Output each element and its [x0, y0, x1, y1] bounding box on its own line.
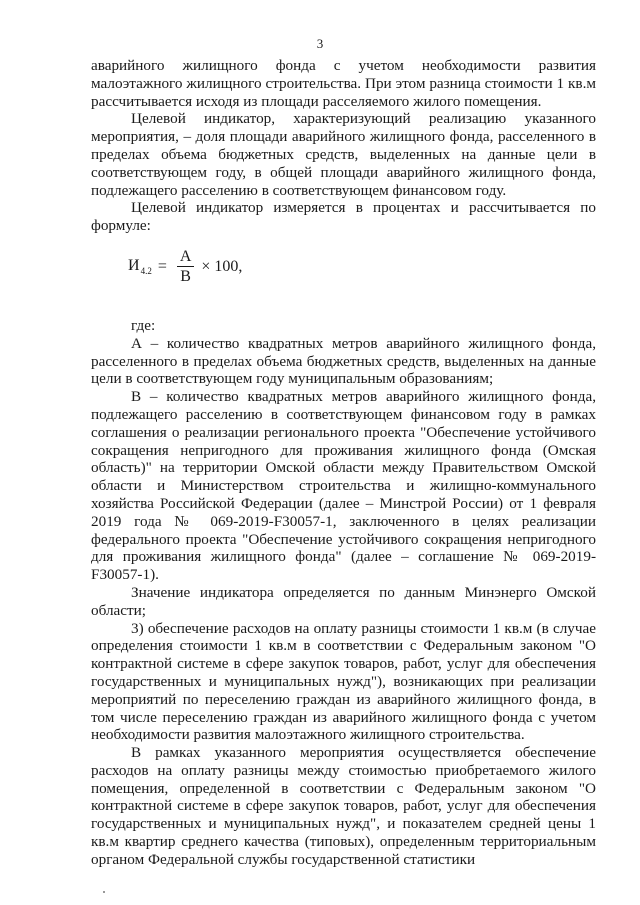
formula-lhs — [128, 257, 152, 277]
formula-subscript: 4.2 — [140, 266, 152, 277]
paragraph-continuation: аварийного жилищного фонда с учетом необходимости развития малоэтажного жилищного строительства. При этом разница стоимости 1 кв.м рассчитывается исходя из площади расселяемого жилого помещения. — [91, 57, 596, 110]
paragraph-definition-a: А – количество квадратных метров аварийного жилищного фонда, расселенного в пределах объема бюджетных средств, выделенных на данные цели в соответствующем году муниципальным образованиям; — [91, 334, 596, 388]
document-body — [91, 57, 596, 869]
paragraph-item-3: 3) обеспечение расходов на оплату разницы стоимости 1 кв.м (в случае определения стоимости 1 кв.м в соответствии с Федеральным законом "О контрактной системе в сфере закупок товаров, работ, услуг для обеспечения государственных и муниципальных нужд"), возникающих при реализации мероприятий по переселению граждан из аварийного жилищного фонда, в том числе переселению граждан из аварийного жилищного фонда с учетом необходимости развития малоэтажного жилищного строительства. — [91, 619, 596, 744]
paragraph-measure-description: В рамках указанного мероприятия осуществляется обеспечение расходов на оплату разницы между стоимостью приобретаемого жилого помещения, определенной в соответствии с Федеральным законом "О контрактной системе в сфере закупок товаров, работ, услуг для обеспечения государственных и муниципальных нужд", и показателем средней цены 1 кв.м квартир среднего качества (типовых), определенным территориальным органом Федеральной службы государственной статистики — [91, 744, 596, 868]
paragraph-formula-intro: Целевой индикатор измеряется в процентах и рассчитывается по формуле: — [91, 199, 596, 235]
paragraph-where: где: — [131, 316, 156, 334]
formula — [128, 241, 596, 293]
page-number: 3 — [316, 36, 324, 51]
paragraph-indicator-source: Значение индикатора определяется по данным Минэнерго Омской области; — [91, 583, 596, 619]
formula-symbol: И — [128, 257, 140, 275]
formula-fraction — [177, 247, 195, 286]
formula-multiplier: × 100, — [201, 258, 243, 276]
paragraph-definition-b: В – количество квадратных метров аварийного жилищного фонда, подлежащего расселению в соответствующем финансовом году в рамках соглашения о реализации регионального проекта "Обеспечение устойчивого сокращения непригодного для проживания жилищного фонда (Омская область)" на территории Омской области между Правительством Омской области и Министерством строительства и жилищно-коммунального хозяйства Российской Федерации (далее – Минстрой России) от 1 февраля 2019 года № 069-2019-F30057-1, заключенного в целях реализации федерального проекта "Обеспечение устойчивого сокращения непригодного для проживания жилищного фонда" (далее – соглашение № 069-2019-F30057-1). — [91, 388, 596, 584]
paragraph-target-indicator: Целевой индикатор, характеризующий реализацию указанного мероприятия, – доля площади аварийного жилищного фонда, расселенного в пределах объема бюджетных средств, выделенных на данные цели в соответствующем году, в общей площади аварийного жилищного фонда, подлежащего расселению в соответствующем финансовом году. — [91, 110, 596, 199]
scan-dot — [103, 891, 105, 893]
formula-denominator: В — [180, 268, 191, 286]
formula-numerator: А — [177, 247, 195, 267]
formula-equals: = — [157, 258, 167, 276]
